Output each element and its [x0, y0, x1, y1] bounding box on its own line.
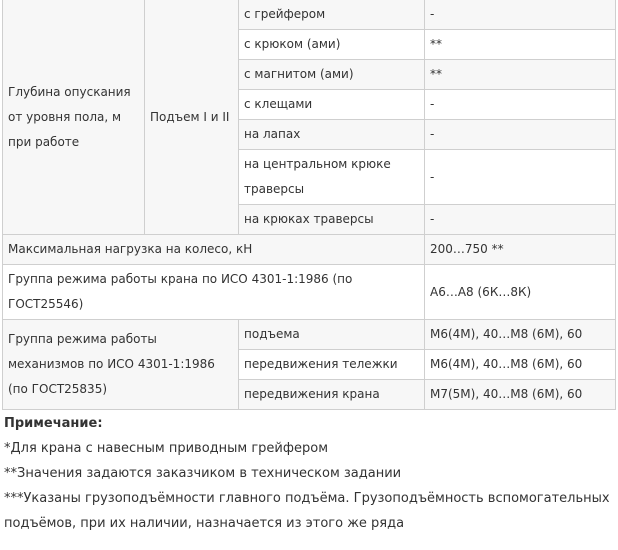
mech-mode-label-cell [3, 320, 239, 410]
note-line: **Значения задаются заказчиком в техническом задании [4, 466, 402, 481]
table-row [3, 320, 616, 350]
device-cell: с крюком (ами) [239, 30, 425, 60]
value-cell: - [425, 120, 616, 150]
depth-label: Глубина опускания от уровня пола, м при работе [8, 84, 131, 149]
value-cell: М6(4М), 40…М8 (6М), 60 [425, 320, 616, 350]
device-cell: с клещами [239, 90, 425, 120]
depth-mechanism-cell [145, 0, 239, 235]
value-cell: - [425, 90, 616, 120]
mechanism-cell: передвижения крана [239, 380, 425, 410]
device-cell: на крюках траверсы [239, 205, 425, 235]
value-cell: М6(4М), 40…М8 (6М), 60 [425, 350, 616, 380]
table-row [3, 235, 616, 265]
note-line: ***Указаны грузоподъёмности главного подъёма. Грузоподъёмность вспомогательных подъёмов, при их наличии, назначается из этого же ряда [4, 491, 610, 531]
notes-section [4, 411, 614, 536]
table-row [3, 0, 616, 30]
device-cell: с магнитом (ами) [239, 60, 425, 90]
device-cell: на лапах [239, 120, 425, 150]
value-cell: ** [425, 30, 616, 60]
table-row [3, 265, 616, 320]
wheel-load-value: 200…750 ** [425, 235, 616, 265]
wheel-load-label: Максимальная нагрузка на колесо, кН [3, 235, 425, 265]
note-line: *Для крана с навесным приводным грейфером [4, 441, 329, 456]
spec-table [2, 0, 616, 410]
device-cell: с грейфером [239, 0, 425, 30]
mech-mode-label: Группа режима работы механизмов по ИСО 4301-1:1986 (по ГОСТ25835) [8, 332, 215, 396]
value-cell: - [425, 150, 616, 205]
value-cell: М7(5М), 40…М8 (6М), 60 [425, 380, 616, 410]
notes-title: Примечание: [4, 416, 103, 431]
crane-mode-label: Группа режима работы крана по ИСО 4301-1:1986 (по ГОСТ25546) [3, 265, 425, 320]
mechanism-cell: подъема [239, 320, 425, 350]
depth-mechanism: Подъем I и II [150, 109, 230, 124]
value-cell: ** [425, 60, 616, 90]
device-cell: на центральном крюке траверсы [239, 150, 425, 205]
value-cell: - [425, 205, 616, 235]
crane-mode-value: А6…А8 (6К…8К) [425, 265, 616, 320]
value-cell: - [425, 0, 616, 30]
mechanism-cell: передвижения тележки [239, 350, 425, 380]
depth-label-cell [3, 0, 145, 235]
